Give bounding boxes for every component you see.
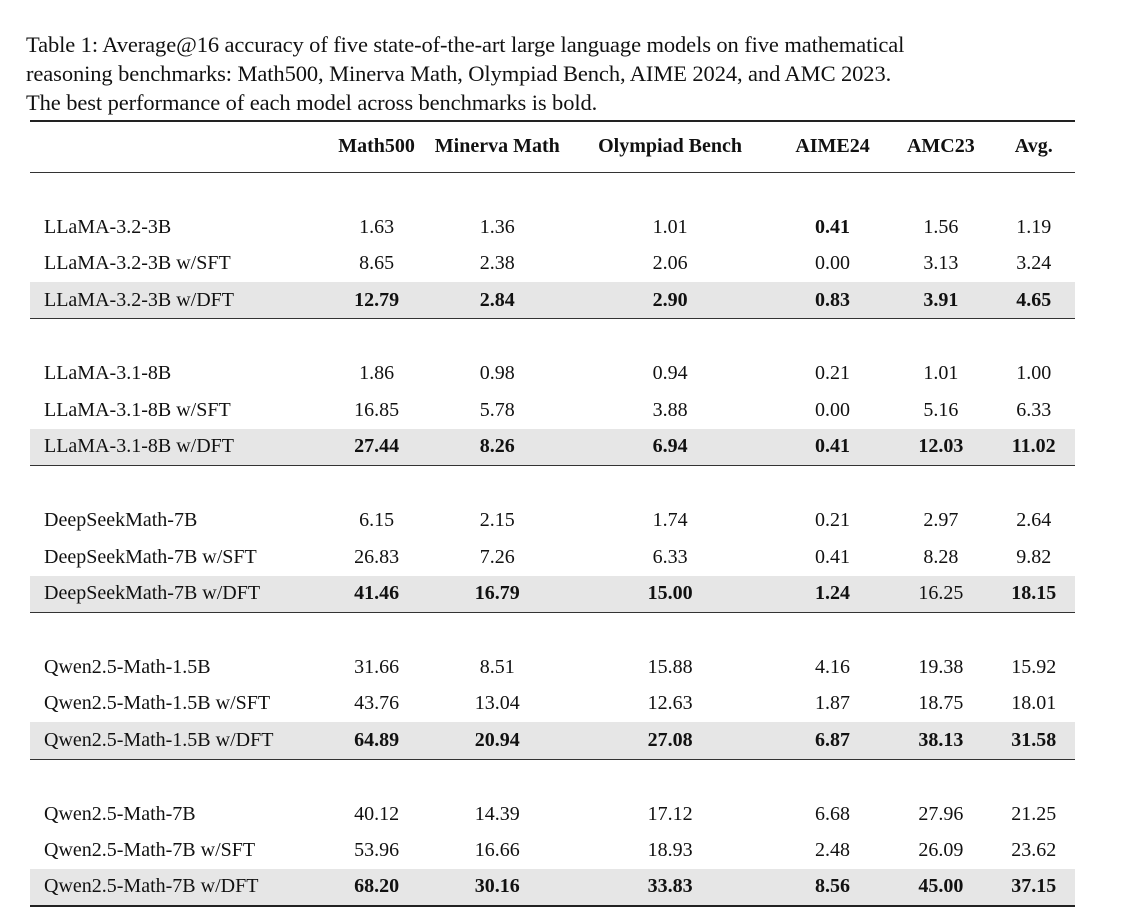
model-name-cell: DeepSeekMath-7B	[44, 509, 198, 532]
cell-amc23: 16.25	[889, 576, 992, 613]
cell-minerva-math: 0.98	[479, 362, 515, 385]
cell-minerva-math: 1.36	[479, 215, 515, 238]
header-olympiad-bench: Olympiad Bench	[598, 135, 743, 158]
table-row	[30, 282, 1075, 319]
cell-minerva-math: 16.79	[430, 576, 564, 613]
header-avg: Avg.	[1014, 135, 1053, 158]
cell-aime24: 1.87	[815, 692, 851, 715]
caption-line-2: reasoning benchmarks: Math500, Minerva Math, Olympiad Bench, AIME 2024, and AMC 2023.	[26, 61, 892, 86]
cell-math500: 31.66	[354, 655, 400, 678]
group-spacer-cell	[30, 612, 1075, 649]
cell-avg: 4.65	[992, 282, 1075, 319]
cell-aime24: 6.68	[815, 802, 851, 825]
model-name-cell: LLaMA-3.2-3B w/SFT	[44, 252, 231, 275]
model-name-cell: DeepSeekMath-7B w/DFT	[30, 576, 323, 613]
cell-avg: 11.02	[992, 429, 1075, 466]
cell-aime24: 8.56	[776, 869, 889, 906]
cell-amc23: 3.91	[889, 282, 992, 319]
table-header	[30, 121, 1075, 172]
cell-aime24: 2.48	[815, 839, 851, 862]
cell-amc23: 18.75	[918, 692, 964, 715]
cell-minerva-math: 8.51	[479, 655, 515, 678]
cell-minerva-math: 30.16	[430, 869, 564, 906]
cell-avg: 1.00	[1016, 362, 1052, 385]
group-spacer	[30, 319, 1075, 356]
cell-math500: 6.15	[359, 509, 395, 532]
results-table-container	[30, 120, 1075, 907]
cell-amc23: 8.28	[923, 545, 959, 568]
cell-olympiad-bench: 15.88	[647, 655, 693, 678]
cell-minerva-math: 20.94	[430, 722, 564, 759]
cell-minerva-math: 5.78	[479, 398, 515, 421]
table-row	[30, 649, 1075, 686]
table-row	[30, 392, 1075, 429]
cell-math500: 1.63	[359, 215, 395, 238]
model-name-cell: Qwen2.5-Math-7B w/DFT	[30, 869, 323, 906]
cell-math500: 64.89	[323, 722, 430, 759]
cell-avg: 21.25	[1011, 802, 1057, 825]
cell-aime24: 0.00	[815, 252, 851, 275]
header-row	[30, 121, 1075, 172]
cell-avg: 18.01	[1011, 692, 1057, 715]
cell-minerva-math: 14.39	[474, 802, 520, 825]
header-math500: Math500	[338, 135, 415, 158]
table-body	[30, 172, 1075, 906]
table-caption	[26, 30, 1106, 117]
cell-aime24: 0.41	[815, 215, 851, 238]
model-name-cell: Qwen2.5-Math-1.5B w/DFT	[30, 722, 323, 759]
group-spacer-cell	[30, 172, 1075, 209]
caption-line-3: The best performance of each model across benchmarks is bold.	[26, 90, 598, 115]
cell-amc23: 12.03	[889, 429, 992, 466]
table-row	[30, 429, 1075, 466]
table-row	[30, 722, 1075, 759]
model-name-cell: LLaMA-3.1-8B	[44, 362, 172, 385]
cell-olympiad-bench: 33.83	[564, 869, 775, 906]
header-minerva-math: Minerva Math	[434, 135, 560, 158]
cell-avg: 1.19	[1016, 215, 1052, 238]
cell-avg: 37.15	[992, 869, 1075, 906]
cell-aime24: 0.41	[776, 429, 889, 466]
cell-aime24: 0.21	[815, 509, 851, 532]
cell-olympiad-bench: 2.06	[652, 252, 688, 275]
model-name-cell: DeepSeekMath-7B w/SFT	[44, 545, 257, 568]
table-row	[30, 796, 1075, 833]
table-row	[30, 832, 1075, 869]
cell-aime24: 0.00	[815, 398, 851, 421]
table-row	[30, 355, 1075, 392]
cell-avg: 9.82	[1016, 545, 1052, 568]
cell-olympiad-bench: 18.93	[647, 839, 693, 862]
cell-amc23: 1.01	[923, 362, 959, 385]
table-row	[30, 245, 1075, 282]
model-name-cell: LLaMA-3.2-3B w/DFT	[30, 282, 323, 319]
cell-aime24: 4.16	[815, 655, 851, 678]
cell-amc23: 27.96	[918, 802, 964, 825]
cell-minerva-math: 8.26	[430, 429, 564, 466]
cell-avg: 23.62	[1011, 839, 1057, 862]
cell-olympiad-bench: 17.12	[647, 802, 693, 825]
cell-amc23: 1.56	[923, 215, 959, 238]
model-name-cell: Qwen2.5-Math-7B	[44, 802, 196, 825]
cell-amc23: 3.13	[923, 252, 959, 275]
cell-avg: 2.64	[1016, 509, 1052, 532]
group-spacer-cell	[30, 759, 1075, 796]
table-row	[30, 576, 1075, 613]
cell-amc23: 38.13	[889, 722, 992, 759]
cell-amc23: 5.16	[923, 398, 959, 421]
cell-olympiad-bench: 6.33	[652, 545, 688, 568]
header-aime24: AIME24	[795, 135, 870, 158]
group-spacer-cell	[30, 466, 1075, 503]
cell-aime24: 6.87	[776, 722, 889, 759]
cell-math500: 27.44	[323, 429, 430, 466]
cell-math500: 8.65	[359, 252, 395, 275]
cell-avg: 15.92	[1011, 655, 1057, 678]
table-row	[30, 869, 1075, 906]
cell-olympiad-bench: 1.01	[652, 215, 688, 238]
cell-avg: 3.24	[1016, 252, 1052, 275]
group-spacer	[30, 172, 1075, 209]
cell-aime24: 0.41	[815, 545, 851, 568]
cell-minerva-math: 7.26	[479, 545, 515, 568]
group-spacer	[30, 612, 1075, 649]
cell-olympiad-bench: 6.94	[564, 429, 775, 466]
cell-olympiad-bench: 3.88	[652, 398, 688, 421]
cell-aime24: 0.21	[815, 362, 851, 385]
cell-math500: 12.79	[323, 282, 430, 319]
cell-amc23: 45.00	[889, 869, 992, 906]
cell-minerva-math: 2.84	[430, 282, 564, 319]
cell-amc23: 26.09	[918, 839, 964, 862]
cell-aime24: 0.83	[776, 282, 889, 319]
results-table	[30, 120, 1075, 907]
table-row	[30, 686, 1075, 723]
cell-olympiad-bench: 2.90	[564, 282, 775, 319]
table-row	[30, 539, 1075, 576]
cell-math500: 43.76	[354, 692, 400, 715]
cell-math500: 40.12	[354, 802, 400, 825]
model-name-cell: Qwen2.5-Math-7B w/SFT	[44, 839, 256, 862]
cell-minerva-math: 2.38	[479, 252, 515, 275]
caption-line-1: Table 1: Average@16 accuracy of five state-of-the-art large language models on five mathematical	[26, 32, 905, 57]
cell-minerva-math: 16.66	[474, 839, 520, 862]
model-name-cell: LLaMA-3.1-8B w/DFT	[30, 429, 323, 466]
header-amc23: AMC23	[906, 135, 975, 158]
cell-math500: 1.86	[359, 362, 395, 385]
cell-avg: 18.15	[992, 576, 1075, 613]
cell-olympiad-bench: 0.94	[652, 362, 688, 385]
cell-olympiad-bench: 27.08	[564, 722, 775, 759]
cell-avg: 31.58	[992, 722, 1075, 759]
header-model	[30, 121, 323, 172]
cell-amc23: 2.97	[923, 509, 959, 532]
cell-olympiad-bench: 1.74	[652, 509, 688, 532]
model-name-cell: Qwen2.5-Math-1.5B w/SFT	[44, 692, 271, 715]
cell-olympiad-bench: 12.63	[647, 692, 693, 715]
model-name-cell: LLaMA-3.2-3B	[44, 215, 172, 238]
model-name-cell: LLaMA-3.1-8B w/SFT	[44, 398, 231, 421]
cell-math500: 16.85	[354, 398, 400, 421]
cell-math500: 41.46	[323, 576, 430, 613]
cell-minerva-math: 2.15	[479, 509, 515, 532]
cell-avg: 6.33	[1016, 398, 1052, 421]
cell-minerva-math: 13.04	[474, 692, 520, 715]
model-name-cell: Qwen2.5-Math-1.5B	[44, 655, 211, 678]
cell-amc23: 19.38	[918, 655, 964, 678]
group-spacer	[30, 466, 1075, 503]
cell-math500: 53.96	[354, 839, 400, 862]
cell-math500: 68.20	[323, 869, 430, 906]
cell-aime24: 1.24	[776, 576, 889, 613]
group-spacer	[30, 759, 1075, 796]
table-row	[30, 502, 1075, 539]
cell-olympiad-bench: 15.00	[564, 576, 775, 613]
table-row	[30, 209, 1075, 246]
group-spacer-cell	[30, 319, 1075, 356]
cell-math500: 26.83	[354, 545, 400, 568]
